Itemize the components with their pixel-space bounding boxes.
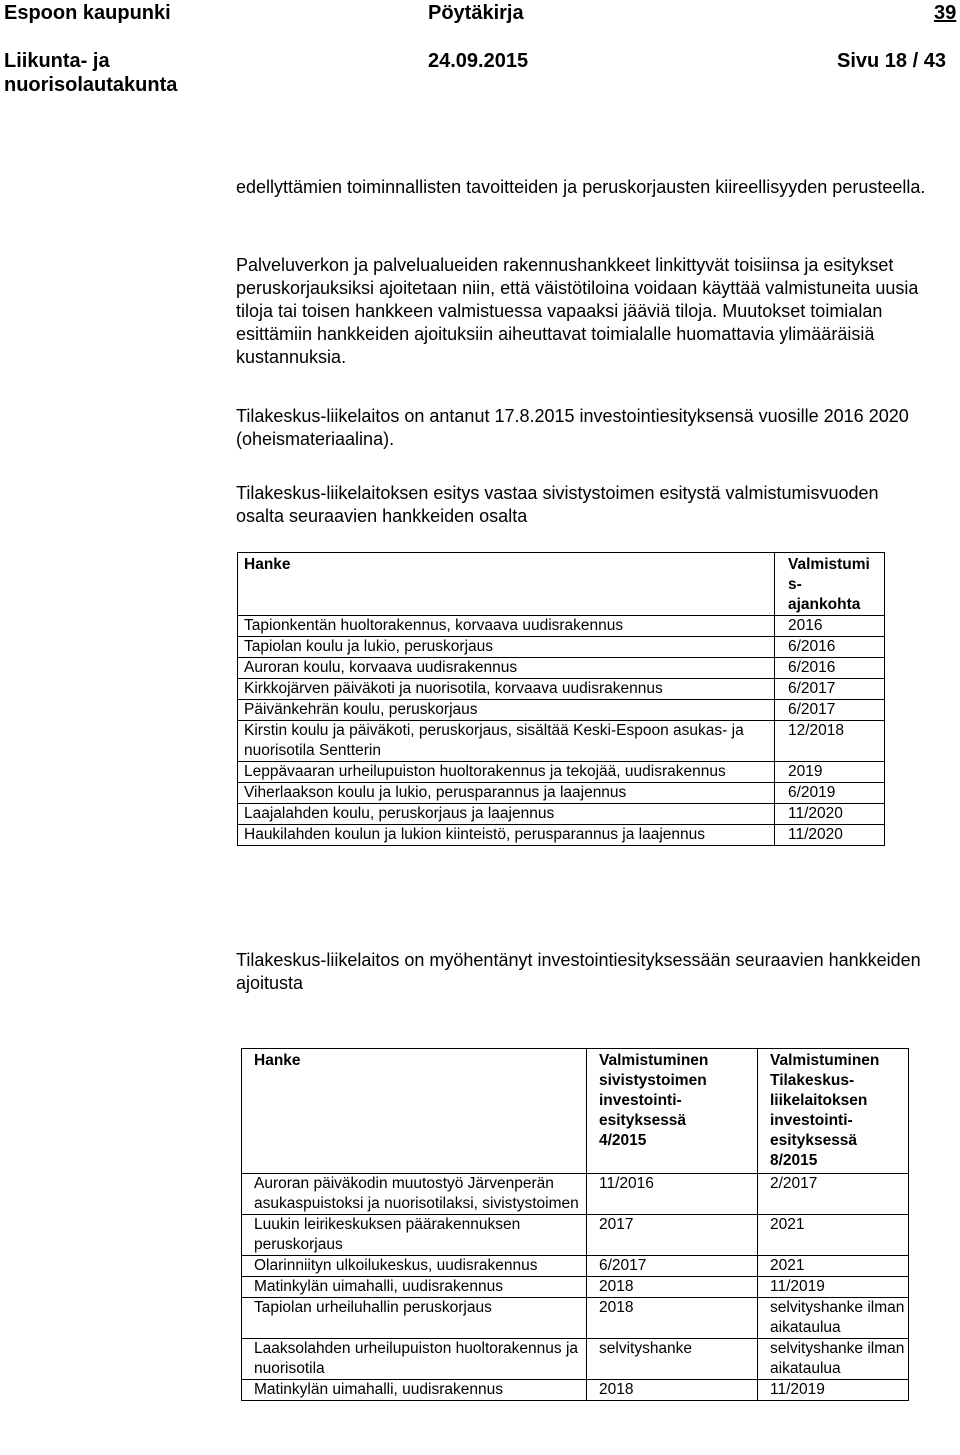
table-row bbox=[238, 721, 885, 762]
table-row bbox=[238, 700, 885, 721]
table-row bbox=[238, 637, 885, 658]
project-name: Auroran päiväkodin muutostyö Järvenperän asukaspuistoksi ja nuorisotilaksi, sivistystoimen bbox=[242, 1174, 587, 1215]
completion-date: 6/2016 bbox=[775, 637, 885, 658]
facilities-date: 11/2019 bbox=[758, 1277, 909, 1298]
completion-table bbox=[237, 552, 885, 846]
facilities-date: 2021 bbox=[758, 1256, 909, 1277]
section-number: 39 bbox=[934, 2, 957, 24]
completion-date: 6/2016 bbox=[775, 658, 885, 679]
header-project: Hanke bbox=[238, 553, 775, 616]
project-name: Kirkkojärven päiväkoti ja nuorisotila, korvaava uudisrakennus bbox=[238, 679, 775, 700]
education-date: 2018 bbox=[587, 1380, 758, 1401]
project-name: Olarinniityn ulkoilukeskus, uudisrakennus bbox=[242, 1256, 587, 1277]
project-name: Leppävaaran urheilupuiston huoltorakennus ja tekojää, uudisrakennus bbox=[238, 762, 775, 783]
education-date: selvityshanke bbox=[587, 1339, 758, 1380]
project-name: Auroran koulu, korvaava uudisrakennus bbox=[238, 658, 775, 679]
table-row bbox=[238, 679, 885, 700]
completion-date: 11/2020 bbox=[775, 825, 885, 846]
table-row bbox=[242, 1380, 909, 1401]
table-header-row bbox=[242, 1049, 909, 1174]
education-date: 2017 bbox=[587, 1215, 758, 1256]
header-facilities-proposal: Valmistuminen Tilakeskus- liikelaitoksen investointi- esityksessä 8/2015 bbox=[758, 1049, 909, 1174]
meeting-date: 24.09.2015 bbox=[428, 50, 529, 72]
project-name: Luukin leirikeskuksen päärakennuksen peruskorjaus bbox=[242, 1215, 587, 1256]
completion-date: 12/2018 bbox=[775, 721, 885, 762]
project-name: Tapiolan urheiluhallin peruskorjaus bbox=[242, 1298, 587, 1339]
facilities-date: 2021 bbox=[758, 1215, 909, 1256]
project-name: Matinkylän uimahalli, uudisrakennus bbox=[242, 1277, 587, 1298]
facilities-date: selvityshanke ilman aikataulua bbox=[758, 1298, 909, 1339]
project-name: Päivänkehrän koulu, peruskorjaus bbox=[238, 700, 775, 721]
education-date: 2018 bbox=[587, 1277, 758, 1298]
facilities-date: selvityshanke ilman aikataulua bbox=[758, 1339, 909, 1380]
table-row bbox=[238, 825, 885, 846]
paragraph-5: Tilakeskus-liikelaitos on myöhentänyt investointiesityksessään seuraavien hankkeiden ajoitusta bbox=[236, 950, 921, 993]
project-name: Tapiolan koulu ja lukio, peruskorjaus bbox=[238, 637, 775, 658]
project-name: Laaksolahden urheilupuiston huoltorakennus ja nuorisotila bbox=[242, 1339, 587, 1380]
table-row bbox=[242, 1339, 909, 1380]
table-row bbox=[242, 1215, 909, 1256]
completion-date: 2016 bbox=[775, 616, 885, 637]
facilities-date: 2/2017 bbox=[758, 1174, 909, 1215]
paragraph-3: Tilakeskus-liikelaitos on antanut 17.8.2015 investointiesityksensä vuosille 2016 2020 (oheismateriaalina). bbox=[236, 406, 909, 449]
table-header-row bbox=[238, 553, 885, 616]
education-date: 11/2016 bbox=[587, 1174, 758, 1215]
project-name: Viherlaakson koulu ja lukio, perusparannus ja laajennus bbox=[238, 783, 775, 804]
project-name: Laajalahden koulu, peruskorjaus ja laajennus bbox=[238, 804, 775, 825]
education-date: 2018 bbox=[587, 1298, 758, 1339]
facilities-date: 11/2019 bbox=[758, 1380, 909, 1401]
table-row bbox=[242, 1277, 909, 1298]
header-project: Hanke bbox=[242, 1049, 587, 1174]
table-row bbox=[242, 1256, 909, 1277]
table-row bbox=[238, 783, 885, 804]
committee-name: Liikunta- ja nuorisolautakunta bbox=[4, 50, 178, 96]
completion-date: 6/2019 bbox=[775, 783, 885, 804]
paragraph-2: Palveluverkon ja palvelualueiden rakennushankkeet linkittyvät toisiinsa ja esitykset peruskorjauksiksi ajoitetaan niin, että väistötiloina voidaan käyttää valmistuneita uusia tiloja tai toisen hankkeen valmistuessa vapaaksi jääviä tiloja. Muutokset toimialan esittämiin hankkeiden ajoituksiin aiheuttavat toimialalle huomattavia ylimääräisiä kustannuksia. bbox=[236, 255, 919, 367]
org-name: Espoon kaupunki bbox=[4, 2, 171, 24]
completion-date: 6/2017 bbox=[775, 679, 885, 700]
document-type: Pöytäkirja bbox=[428, 2, 524, 24]
project-name: Haukilahden koulun ja lukion kiinteistö, perusparannus ja laajennus bbox=[238, 825, 775, 846]
table-row bbox=[242, 1298, 909, 1339]
project-name: Tapionkentän huoltorakennus, korvaava uudisrakennus bbox=[238, 616, 775, 637]
completion-date: 6/2017 bbox=[775, 700, 885, 721]
paragraph-1: edellyttämien toiminnallisten tavoitteiden ja peruskorjausten kiireellisyyden perusteella. bbox=[236, 177, 926, 197]
paragraph-4: Tilakeskus-liikelaitoksen esitys vastaa sivistystoimen esitystä valmistumisvuoden osalta seuraavien hankkeiden osalta bbox=[236, 483, 879, 526]
table-row bbox=[242, 1174, 909, 1215]
header-education-proposal: Valmistuminen sivistystoimen investointi- esityksessä 4/2015 bbox=[587, 1049, 758, 1174]
table-row bbox=[238, 616, 885, 637]
table-row bbox=[238, 658, 885, 679]
table-row bbox=[238, 762, 885, 783]
page-number: Sivu 18 / 43 bbox=[837, 50, 946, 72]
completion-date: 11/2020 bbox=[775, 804, 885, 825]
education-date: 6/2017 bbox=[587, 1256, 758, 1277]
project-name: Kirstin koulu ja päiväkoti, peruskorjaus, sisältää Keski-Espoon asukas- ja nuorisotila Sentterin bbox=[238, 721, 775, 762]
completion-date: 2019 bbox=[775, 762, 885, 783]
postponed-projects-table bbox=[241, 1048, 909, 1401]
table-row bbox=[238, 804, 885, 825]
header-completion: Valmistumi s- ajankohta bbox=[775, 553, 885, 616]
project-name: Matinkylän uimahalli, uudisrakennus bbox=[242, 1380, 587, 1401]
